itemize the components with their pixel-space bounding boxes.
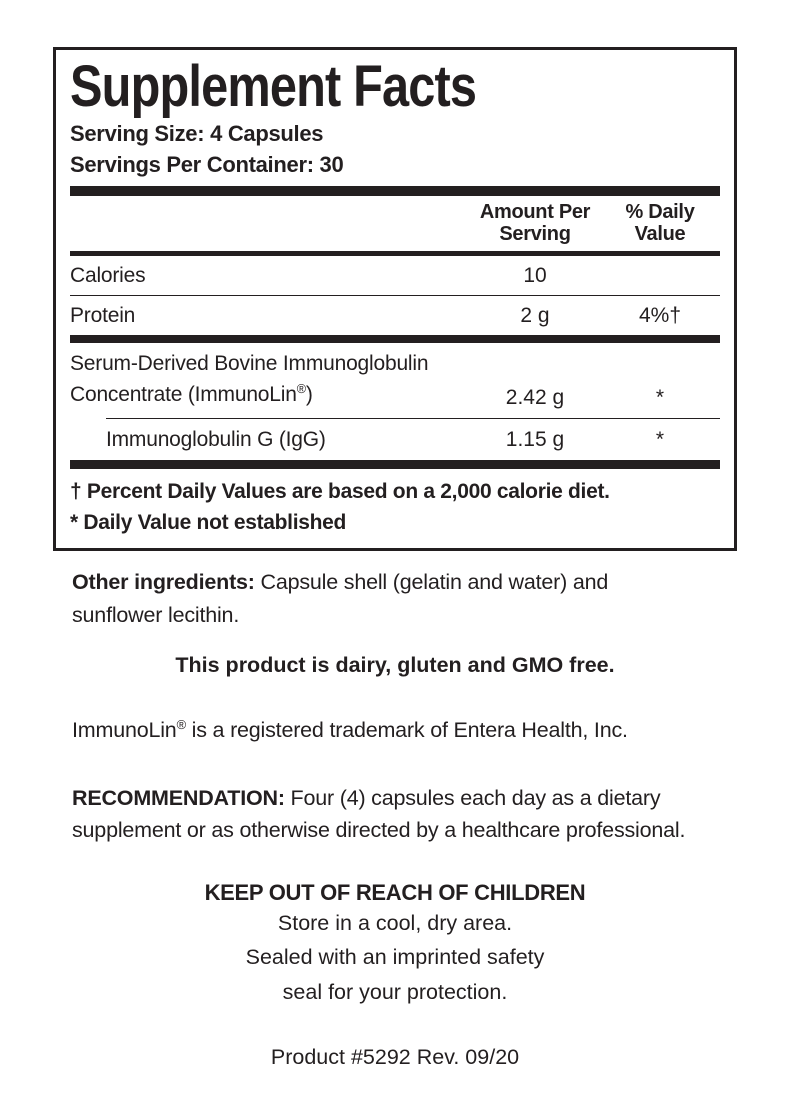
nutrient-name-line2: Concentrate (ImmunoLin®) bbox=[70, 381, 313, 406]
nutrient-dv: * bbox=[655, 386, 665, 410]
recommendation-text: Four (4) capsules each day as a dietary supplement or as otherwise directed by a healthcare professional. bbox=[72, 786, 686, 843]
column-header-amount-label: Amount Per Serving bbox=[479, 201, 591, 246]
panel-footnotes bbox=[70, 477, 720, 538]
panel-title: Supplement Facts bbox=[70, 54, 477, 119]
nutrient-dv: 4%† bbox=[638, 304, 682, 328]
free-from-claim: This product is dairy, gluten and GMO free. bbox=[175, 652, 615, 677]
keep-out-of-reach-heading: KEEP OUT OF REACH OF CHILDREN bbox=[204, 879, 586, 905]
supplement-facts-panel bbox=[53, 47, 737, 551]
divider-thick-bottom bbox=[70, 460, 720, 469]
footnote-not-established: * Daily Value not established bbox=[70, 510, 347, 534]
footnote-daily-value: † Percent Daily Values are based on a 2,000 calorie diet. bbox=[70, 480, 610, 504]
registered-mark: ® bbox=[296, 381, 306, 396]
seal-line-2: seal for your protection. bbox=[282, 980, 508, 1005]
nutrient-amount: 2 g bbox=[520, 304, 550, 328]
nutrient-amount: 10 bbox=[523, 264, 547, 288]
nutrient-name: Protein bbox=[70, 304, 136, 328]
table-row-immunoglobulin-concentrate bbox=[70, 343, 720, 418]
table-header-row bbox=[70, 196, 720, 251]
product-revision: Product #5292 Rev. 09/20 bbox=[270, 1045, 520, 1070]
nutrient-amount: 1.15 g bbox=[505, 428, 565, 452]
servings-per-container: Servings Per Container: 30 bbox=[70, 152, 344, 178]
other-ingredients bbox=[72, 566, 672, 631]
seal-line-1: Sealed with an imprinted safety bbox=[245, 945, 545, 970]
nutrient-name: Immunoglobulin G (IgG) bbox=[106, 428, 326, 452]
nutrient-amount: 2.42 g bbox=[505, 386, 565, 410]
table-row-protein bbox=[70, 296, 720, 335]
other-ingredients-text: Capsule shell (gelatin and water) and sunflower lecithin. bbox=[72, 570, 609, 627]
divider-thick-top bbox=[70, 186, 720, 196]
registered-mark: ® bbox=[176, 716, 186, 732]
divider-thick-middle bbox=[70, 335, 720, 343]
trademark-notice: ImmunoLin® is a registered trademark of Entera Health, Inc. bbox=[72, 716, 628, 742]
recommendation-label: RECOMMENDATION: bbox=[72, 786, 285, 811]
nutrient-dv: * bbox=[655, 428, 665, 452]
nutrient-name-line1: Serum-Derived Bovine Immunoglobulin bbox=[70, 352, 429, 376]
column-header-daily-value bbox=[600, 201, 720, 245]
nutrient-name: Calories bbox=[70, 264, 146, 288]
serving-size: Serving Size: 4 Capsules bbox=[70, 121, 324, 146]
warning-block bbox=[53, 880, 737, 1010]
storage-line: Store in a cool, dry area. bbox=[277, 910, 513, 935]
column-header-daily-value-label: % Daily Value bbox=[625, 201, 695, 246]
table-row-calories bbox=[70, 256, 720, 295]
table-row-igg bbox=[70, 419, 720, 460]
other-ingredients-label: Other ingredients: bbox=[72, 570, 255, 595]
nutrient-name bbox=[70, 349, 470, 410]
column-header-amount bbox=[470, 201, 600, 245]
recommendation bbox=[72, 782, 738, 847]
